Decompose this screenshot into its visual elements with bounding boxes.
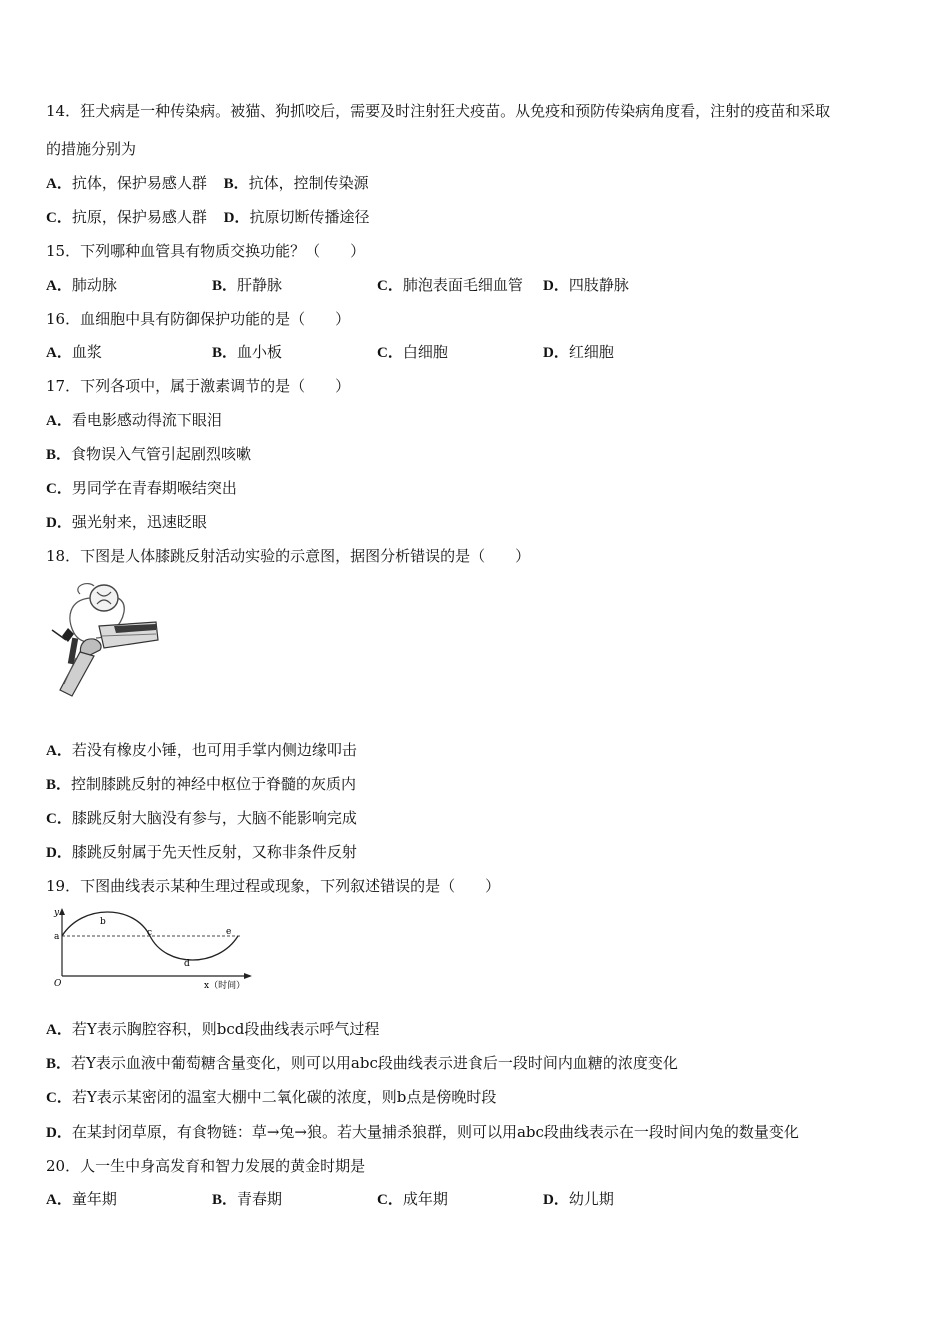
q19-stem: 19．下图曲线表示某种生理过程或现象，下列叙述错误的是（ ） — [46, 877, 501, 895]
option-text: 食物误入气管引起剧烈咳嗽 — [71, 445, 252, 463]
option-label: A． — [46, 176, 72, 192]
option-label: A． — [46, 278, 72, 294]
option-text: 红细胞 — [568, 343, 614, 361]
point-d-label: d — [184, 959, 190, 969]
q18-option-c[interactable] — [46, 808, 357, 829]
option-label: C． — [46, 481, 72, 497]
q16-option-d[interactable] — [543, 342, 614, 363]
option-text: 男同学在青春期喉结突出 — [71, 479, 237, 497]
y-arrow-icon — [59, 908, 65, 915]
option-text: 血浆 — [71, 343, 102, 361]
option-label: B． — [46, 447, 72, 463]
option-text: 在某封闭草原，有食物链：草→兔→狼。若大量捕杀狼群，则可以用abc段曲线表示在一段时间内兔的数量变化 — [71, 1123, 799, 1141]
q14-stem-line2: 的措施分别为 — [46, 140, 137, 158]
option-text: 若没有橡皮小锤，也可用手掌内侧边缘叩击 — [71, 741, 357, 759]
option-text: 肝静脉 — [237, 276, 283, 294]
q16-option-b[interactable] — [212, 342, 282, 363]
q18-option-b[interactable] — [46, 774, 356, 795]
q14-options-row2 — [46, 207, 370, 228]
q20-option-a[interactable] — [46, 1189, 117, 1210]
y-axis-label: y — [54, 908, 60, 918]
option-label: A． — [46, 1192, 72, 1208]
option-text: 看电影感动得流下眼泪 — [71, 411, 222, 429]
option-text: 幼儿期 — [568, 1190, 614, 1208]
q18-option-d[interactable] — [46, 842, 357, 863]
q17-stem: 17．下列各项中，属于激素调节的是（ ） — [46, 377, 351, 395]
option-text: 青春期 — [237, 1190, 283, 1208]
q14-stem-line1: 14．狂犬病是一种传染病。被猫、狗抓咬后，需要及时注射狂犬疫苗。从免疫和预防传染病角度看，注射的疫苗和采取 — [46, 102, 831, 120]
option-label: A． — [46, 1022, 72, 1038]
curve-graph — [44, 902, 266, 994]
q16-stem: 16．血细胞中具有防御保护功能的是（ ） — [46, 310, 351, 328]
q18-option-a[interactable] — [46, 740, 357, 761]
option-label: D． — [46, 1125, 72, 1141]
point-c-label: c — [147, 928, 153, 938]
knee-jerk-reflex-figure — [44, 578, 162, 702]
option-label: C． — [46, 210, 72, 226]
option-label: C． — [46, 811, 72, 827]
q20-option-b[interactable] — [212, 1189, 282, 1210]
q14-options-row1 — [46, 173, 369, 194]
option-label: C． — [377, 278, 403, 294]
q14-option-a[interactable] — [46, 174, 207, 192]
option-text: 膝跳反射属于先天性反射，又称非条件反射 — [71, 843, 357, 861]
option-label: A． — [46, 743, 72, 759]
option-label: D． — [223, 210, 250, 226]
option-label: D． — [543, 1192, 569, 1208]
option-label: C． — [377, 345, 403, 361]
q20-stem: 20．人一生中身高发育和智力发展的黄金时期是 — [46, 1157, 366, 1175]
q17-option-d[interactable] — [46, 512, 207, 533]
option-label: A． — [46, 345, 72, 361]
q17-option-a[interactable] — [46, 410, 222, 431]
option-label: B． — [212, 278, 238, 294]
point-b-label: b — [100, 917, 106, 927]
option-text: 抗体，保护易感人群 — [71, 174, 207, 192]
q16-option-a[interactable] — [46, 342, 102, 363]
q16-option-c[interactable] — [377, 342, 448, 363]
point-e-label: e — [226, 927, 232, 937]
option-label: C． — [46, 1090, 72, 1106]
option-text: 童年期 — [71, 1190, 117, 1208]
option-text: 若Y表示血液中葡萄糖含量变化，则可以用abc段曲线表示进食后一段时间内血糖的浓度变化 — [71, 1054, 678, 1072]
point-a-label: a — [54, 932, 60, 942]
option-label: D． — [46, 515, 72, 531]
option-label: B． — [46, 777, 72, 793]
q15-option-b[interactable] — [212, 275, 282, 296]
q19-option-d[interactable] — [46, 1122, 799, 1143]
option-text: 白细胞 — [402, 343, 448, 361]
option-label: B． — [46, 1056, 72, 1072]
option-label: B． — [212, 1192, 238, 1208]
option-text: 抗原，保护易感人群 — [71, 208, 207, 226]
option-text: 抗原切断传播途径 — [249, 208, 370, 226]
option-text: 膝跳反射大脑没有参与，大脑不能影响完成 — [71, 809, 357, 827]
option-label: B． — [223, 176, 249, 192]
q19-option-b[interactable] — [46, 1053, 678, 1074]
x-axis-label: x（时间） — [204, 981, 246, 991]
x-arrow-icon — [244, 973, 252, 979]
q17-option-c[interactable] — [46, 478, 237, 499]
option-label: D． — [543, 278, 569, 294]
option-text: 血小板 — [237, 343, 283, 361]
option-label: D． — [46, 845, 72, 861]
q14-option-c[interactable] — [46, 208, 207, 226]
option-label: A． — [46, 413, 72, 429]
q19-option-c[interactable] — [46, 1087, 496, 1108]
option-text: 抗体，控制传染源 — [248, 174, 369, 192]
q20-option-d[interactable] — [543, 1189, 614, 1210]
q19-option-a[interactable] — [46, 1019, 379, 1040]
q14-option-b[interactable] — [224, 174, 369, 192]
q15-option-a[interactable] — [46, 275, 117, 296]
q15-option-d[interactable] — [543, 275, 629, 296]
q20-option-c[interactable] — [377, 1189, 448, 1210]
option-text: 若Y表示某密闭的温室大棚中二氧化碳的浓度，则b点是傍晚时段 — [71, 1088, 497, 1106]
option-label: B． — [212, 345, 238, 361]
option-label: D． — [543, 345, 569, 361]
option-text: 四肢静脉 — [568, 276, 629, 294]
q14-option-d[interactable] — [224, 208, 370, 226]
option-text: 肺动脉 — [71, 276, 117, 294]
q17-option-b[interactable] — [46, 444, 251, 465]
option-text: 强光射来，迅速眨眼 — [71, 513, 207, 531]
option-text: 肺泡表面毛细血管 — [402, 276, 523, 294]
option-text: 控制膝跳反射的神经中枢位于脊髓的灰质内 — [71, 775, 357, 793]
origin-label: O — [54, 979, 62, 989]
q15-stem: 15．下列哪种血管具有物质交换功能？（ ） — [46, 242, 366, 260]
q15-option-c[interactable] — [377, 275, 523, 296]
option-label: C． — [377, 1192, 403, 1208]
option-text: 若Y表示胸腔容积，则bcd段曲线表示呼气过程 — [71, 1020, 380, 1038]
option-text: 成年期 — [402, 1190, 448, 1208]
q18-stem: 18．下图是人体膝跳反射活动实验的示意图，据图分析错误的是（ ） — [46, 547, 531, 565]
